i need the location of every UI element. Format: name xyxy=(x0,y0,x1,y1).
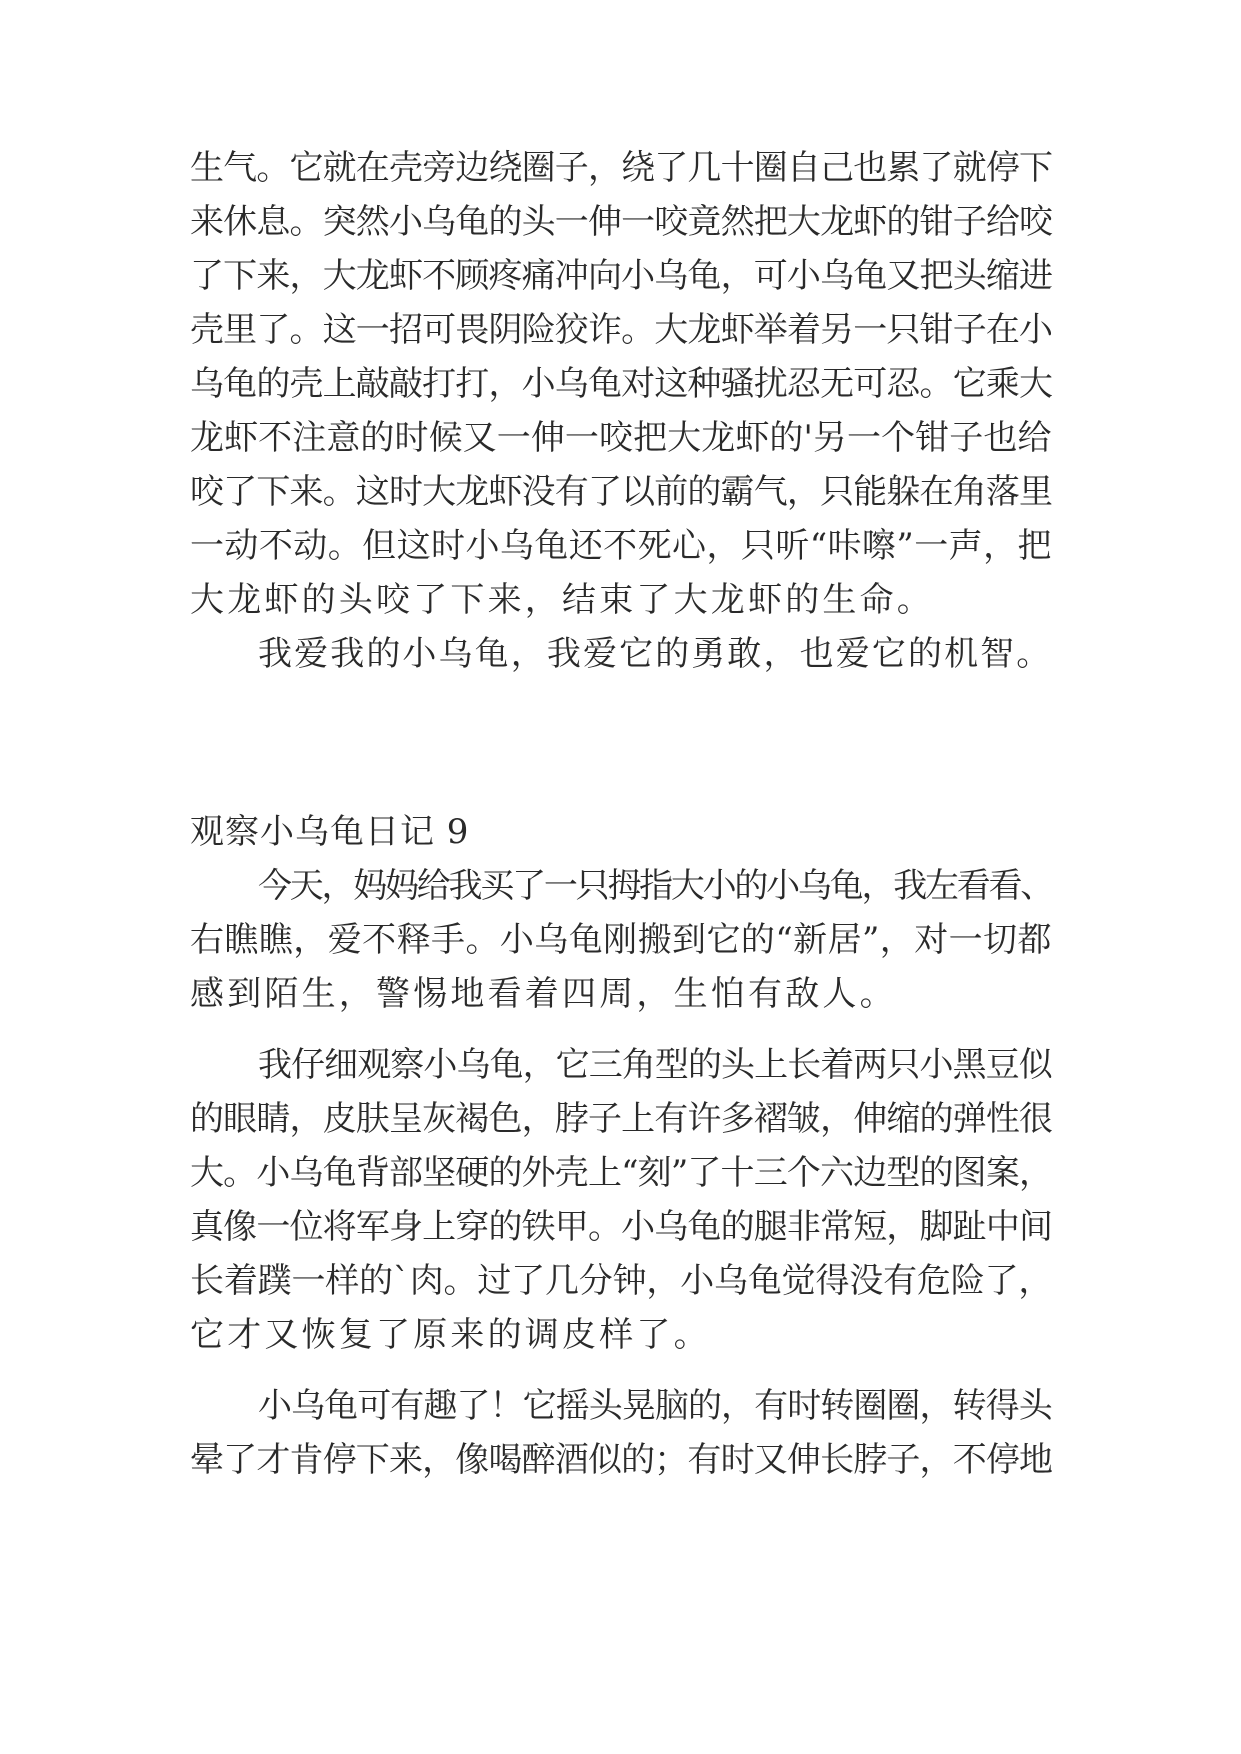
text-line: 今天，妈妈给我买了一只拇指大小的小乌龟，我左看看、 xyxy=(258,866,1052,906)
text-line: 长着蹼一样的`肉。过了几分钟，小乌龟觉得没有危险了， xyxy=(190,1261,1053,1301)
text-line: 小乌龟可有趣了！它摇头晃脑的，有时转圈圈，转得头 xyxy=(258,1386,1052,1426)
text-line: 生气。它就在壳旁边绕圈子，绕了几十圈自己也累了就停下 xyxy=(190,148,1053,188)
text-line: 大龙虾的头咬了下来，结束了大龙虾的生命。 xyxy=(190,580,934,620)
text-line: 来休息。突然小乌龟的头一伸一咬竟然把大龙虾的钳子给咬 xyxy=(190,202,1053,242)
text-line: 了下来，大龙虾不顾疼痛冲向小乌龟，可小乌龟又把头缩进 xyxy=(190,256,1053,296)
text-line: 我爱我的小乌龟，我爱它的勇敢，也爱它的机智。 xyxy=(258,634,1053,674)
text-line: 壳里了。这一招可畏阴险狡诈。大龙虾举着另一只钳子在小 xyxy=(190,310,1053,350)
text-line: 的眼睛，皮肤呈灰褐色，脖子上有许多褶皱，伸缩的弹性很 xyxy=(190,1099,1053,1139)
text-line: 它才又恢复了原来的调皮样了。 xyxy=(190,1315,711,1355)
text-line: 龙虾不注意的时候又一伸一咬把大龙虾的'另一个钳子也给 xyxy=(190,418,1052,458)
text-line: 大。小乌龟背部坚硬的外壳上“刻”了十三个六边型的图案， xyxy=(190,1153,1053,1193)
text-line: 真像一位将军身上穿的铁甲。小乌龟的腿非常短，脚趾中间 xyxy=(190,1207,1053,1247)
section-title: 观察小乌龟日记 9 xyxy=(190,812,470,852)
text-line: 晕了才肯停下来，像喝醉酒似的；有时又伸长脖子，不停地 xyxy=(190,1440,1053,1480)
text-line: 乌龟的壳上敲敲打打，小乌龟对这种骚扰忍无可忍。它乘大 xyxy=(190,364,1053,404)
text-line: 感到陌生，警惕地看着四周，生怕有敌人。 xyxy=(190,974,897,1014)
text-line: 右瞧瞧，爱不释手。小乌龟刚搬到它的“新居”，对一切都 xyxy=(190,920,1052,960)
text-line: 一动不动。但这时小乌龟还不死心，只听“咔嚓”一声，把 xyxy=(190,526,1052,566)
text-line: 咬了下来。这时大龙虾没有了以前的霸气，只能躲在角落里 xyxy=(190,472,1053,512)
text-line: 我仔细观察小乌龟，它三角型的头上长着两只小黑豆似 xyxy=(258,1045,1052,1085)
